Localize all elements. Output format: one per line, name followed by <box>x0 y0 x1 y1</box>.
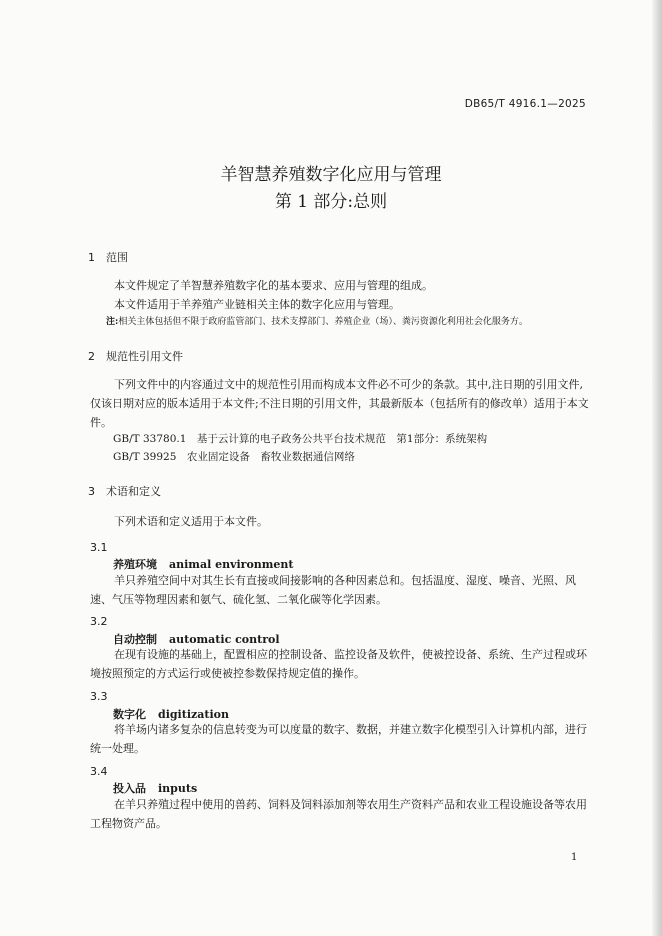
term-zh: 养殖环境 <box>113 558 157 571</box>
term-definition: 将羊场内诸多复杂的信息转变为可以度量的数字、数据，并建立数字化模型引入计算机内部，进行统一处理。 <box>90 723 587 755</box>
section-title: 范围 <box>106 251 128 264</box>
term-number: 3.4 <box>90 765 108 778</box>
note-label: 注: <box>106 317 119 327</box>
section-3-heading <box>88 483 161 499</box>
paragraph: 本文件适用于羊养殖产业链相关主体的数字化应用与管理。 <box>114 298 400 311</box>
term-number: 3.1 <box>90 541 108 554</box>
term-zh: 自动控制 <box>113 633 157 646</box>
term-title <box>113 556 294 572</box>
term-en: automatic control <box>169 633 280 646</box>
section-title: 规范性引用文件 <box>106 350 183 363</box>
term-number: 3.3 <box>90 690 108 703</box>
document-subtitle: 第 1 部分:总则 <box>274 192 388 212</box>
document-title: 羊智慧养殖数字化应用与管理 <box>220 165 442 185</box>
section-number: 1 <box>88 251 95 264</box>
term-en: digitization <box>158 708 229 721</box>
term-title <box>113 780 197 796</box>
section-number: 3 <box>88 485 95 498</box>
term-number: 3.2 <box>90 615 108 628</box>
section-number: 2 <box>88 350 95 363</box>
paragraph: 下列文件中的内容通过文中的规范性引用而构成本文件必不可少的条款。其中,注日期的引用文件,仅该日期对应的版本适用于本文件;不注日期的引用文件，其最新版本（包括所有的修改单）适用于本文件。 <box>90 378 589 429</box>
term-en: animal environment <box>169 558 294 571</box>
term-definition: 在羊只养殖过程中使用的兽药、饲料及饲料添加剂等农用生产资料产品和农业工程设施设备等农用工程物资产品。 <box>90 798 587 830</box>
note-text: 相关主体包括但不限于政府监管部门、技术支撑部门、养殖企业（场）、粪污资源化利用社会化服务方。 <box>118 317 528 327</box>
term-zh: 投入品 <box>113 782 146 795</box>
term-zh: 数字化 <box>113 708 146 721</box>
page-number: 1 <box>571 852 578 863</box>
paragraph: 下列术语和定义适用于本文件。 <box>114 515 268 528</box>
section-title: 术语和定义 <box>106 485 161 498</box>
section-2-heading <box>88 348 183 364</box>
normative-reference: GB/T 33780.1 基于云计算的电子政务公共平台技术规范 第1部分：系统架构 <box>113 433 488 445</box>
section-1-heading <box>88 249 128 265</box>
document-code: DB65/T 4916.1—2025 <box>464 98 586 110</box>
paragraph: 本文件规定了羊智慧养殖数字化的基本要求、应用与管理的组成。 <box>114 279 433 292</box>
normative-reference: GB/T 39925 农业固定设备 畜牧业数据通信网络 <box>113 451 355 463</box>
term-en: inputs <box>158 782 198 795</box>
note <box>106 313 586 332</box>
term-definition: 羊只养殖空间中对其生长有直接或间接影响的各种因素总和。包括温度、湿度、噪音、光照、风速、气压等物理因素和氨气、硫化氢、二氧化碳等化学因素。 <box>90 574 576 606</box>
term-definition: 在现有设施的基础上，配置相应的控制设备、监控设备及软件，使被控设备、系统、生产过程或环境按照预定的方式运行或使被控参数保持规定值的操作。 <box>90 648 587 680</box>
scan-edge-shadow <box>652 0 662 936</box>
